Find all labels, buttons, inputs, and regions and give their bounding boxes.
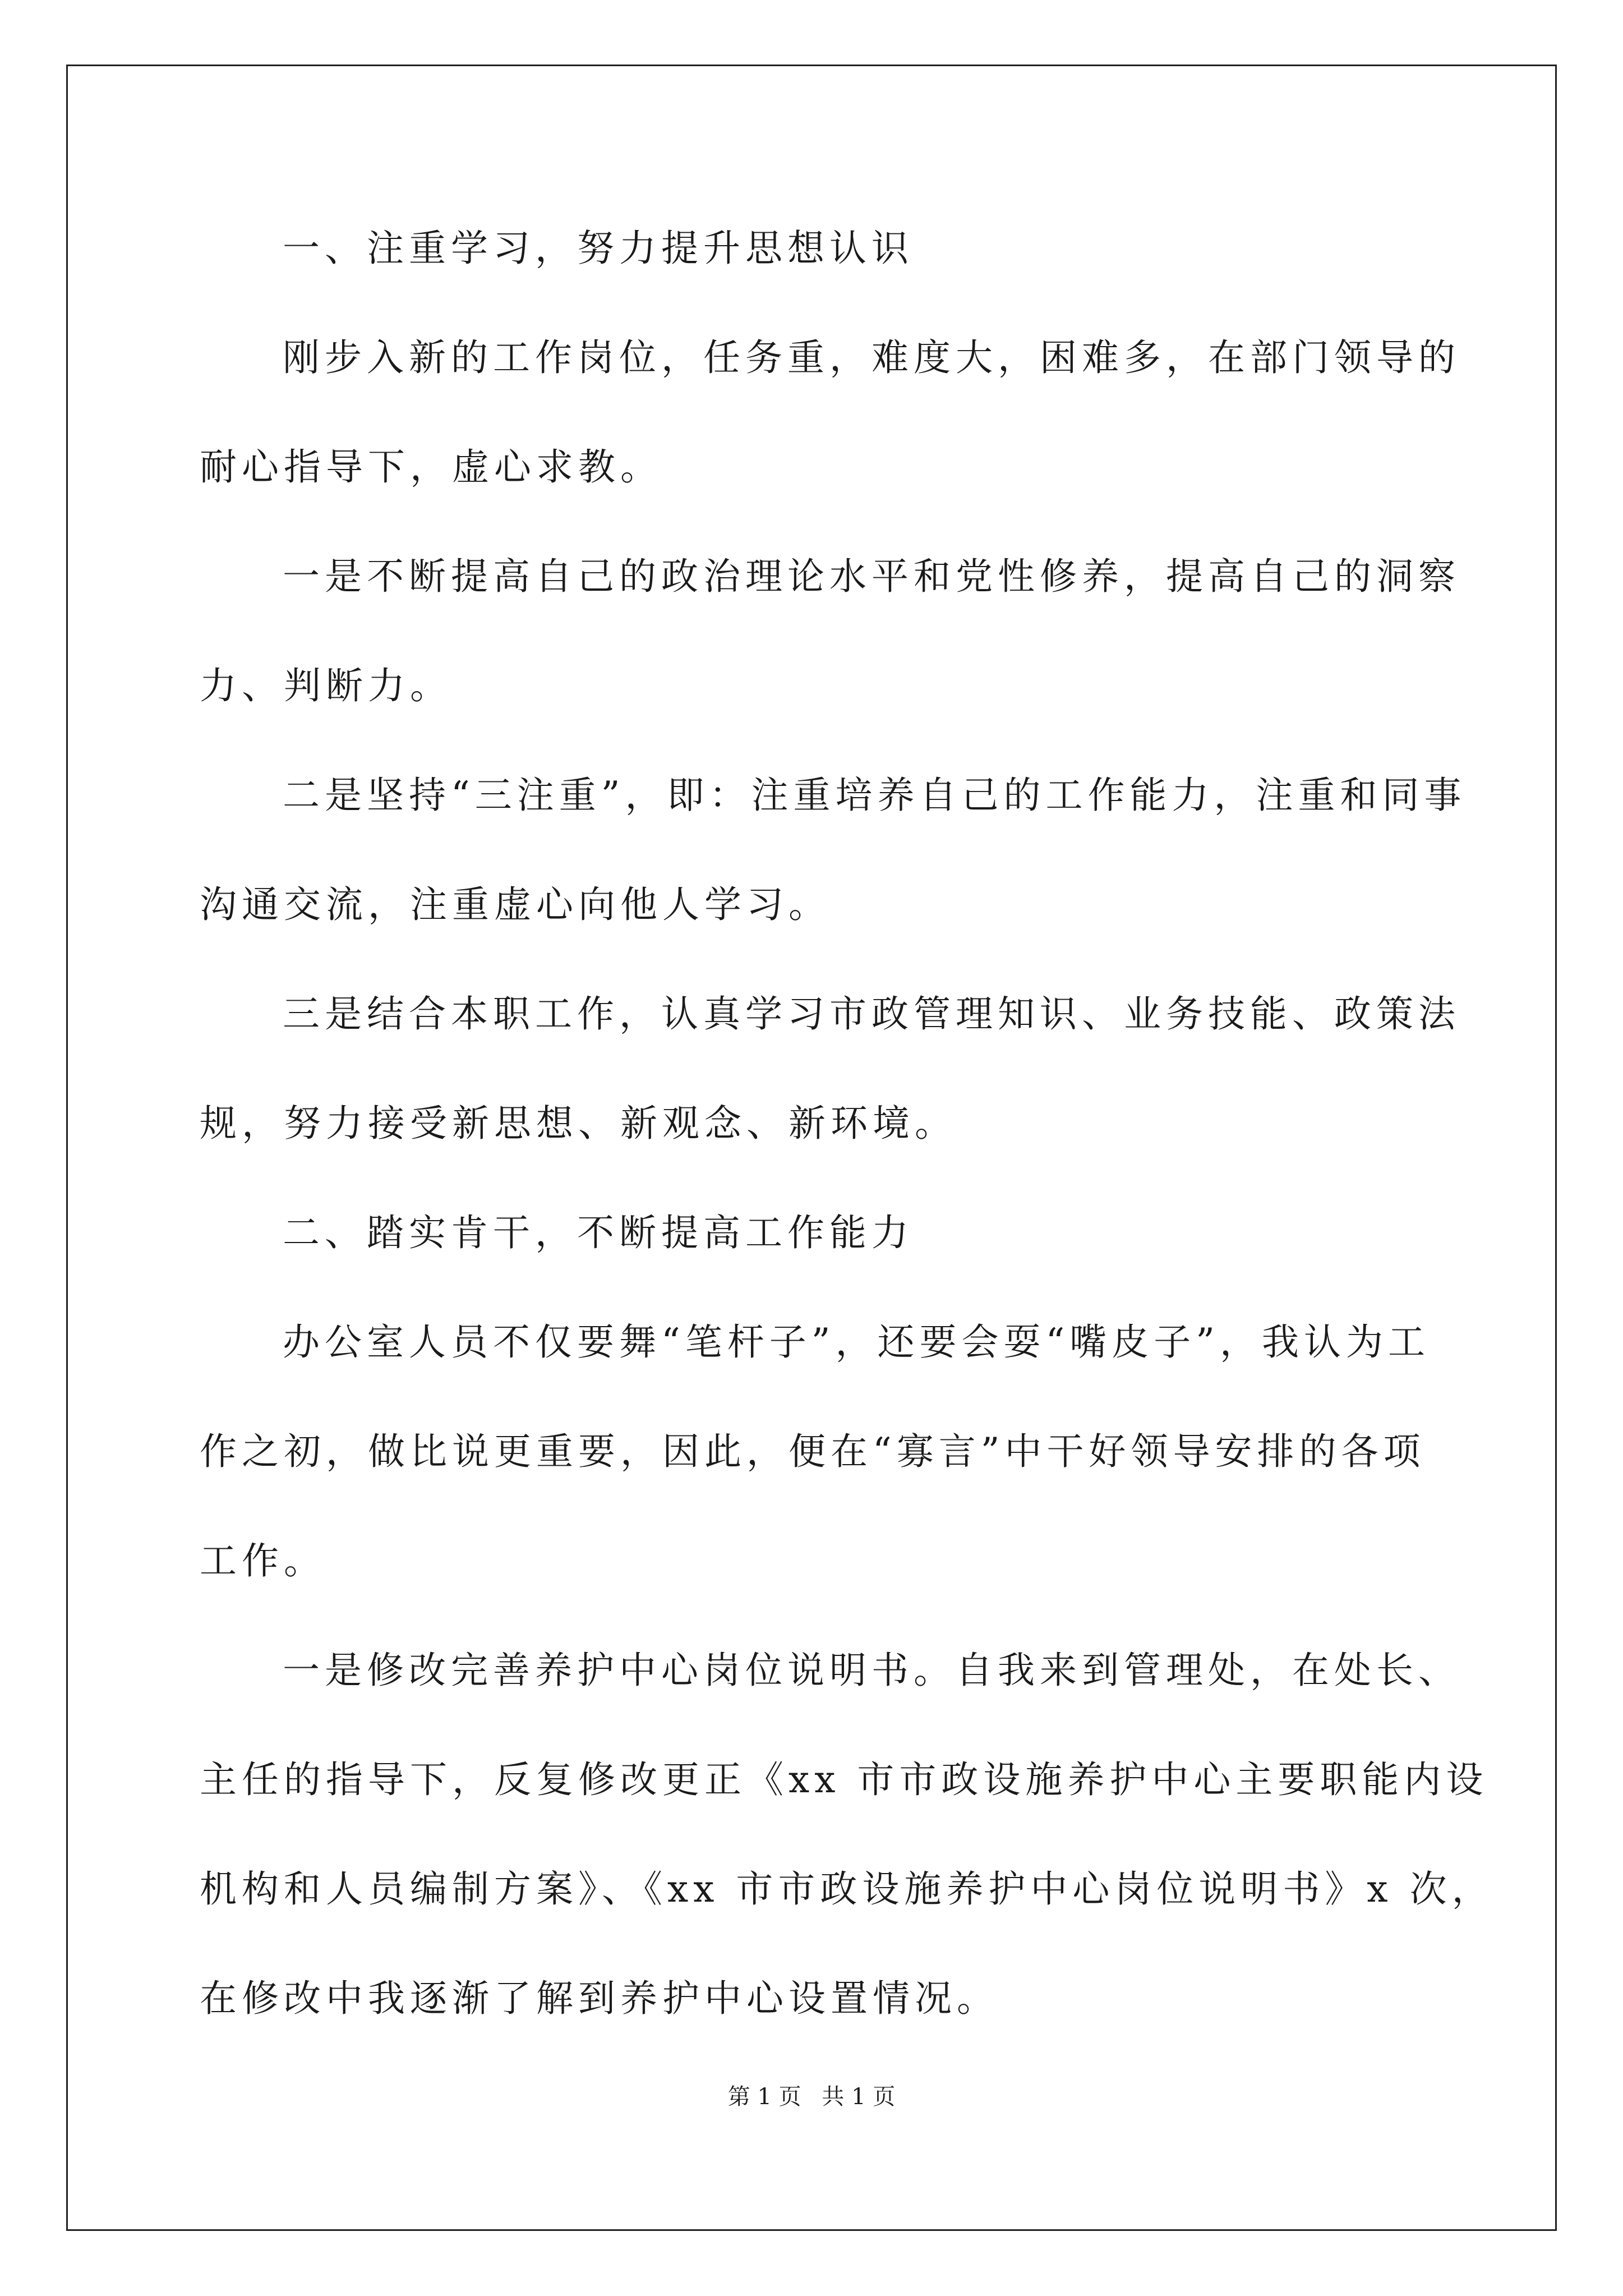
paragraph-line: 作之初，做比说更重要，因此，便在“寡言”中干好领导安排的各项 bbox=[200, 1430, 1426, 1473]
paragraph-line: 沟通交流，注重虚心向他人学习。 bbox=[200, 883, 831, 926]
page-footer bbox=[0, 2086, 1623, 2108]
paragraph-line: 工作。 bbox=[200, 1539, 326, 1582]
paragraph-line: 三是结合本职工作，认真学习市政管理知识、业务技能、政策法 bbox=[283, 992, 1460, 1036]
paragraph-line: 一是不断提高自己的政治理论水平和党性修养，提高自己的洞察 bbox=[283, 555, 1460, 598]
page-number: 第 1 页 bbox=[727, 2084, 801, 2110]
paragraph-line: 办公室人员不仅要舞“笔杆子”，还要会耍“嘴皮子”，我认为工 bbox=[283, 1320, 1430, 1364]
page-total: 共 1 页 bbox=[822, 2084, 896, 2110]
paragraph-line: 二是坚持“三注重”，即：注重培养自己的工作能力，注重和同事 bbox=[283, 774, 1467, 817]
paragraph-line: 耐心指导下，虚心求教。 bbox=[200, 445, 662, 489]
heading-section-2: 二、踏实肯干，不断提高工作能力 bbox=[283, 1211, 914, 1254]
paragraph-line: 机构和人员编制方案》、《xx 市市政设施养护中心岗位说明书》x 次， bbox=[200, 1867, 1494, 1911]
paragraph-line: 在修改中我逐渐了解到养护中心设置情况。 bbox=[200, 1977, 999, 2020]
paragraph-line: 刚步入新的工作岗位，任务重，难度大，困难多，在部门领导的 bbox=[283, 336, 1460, 379]
paragraph-line: 力、判断力。 bbox=[200, 664, 452, 707]
paragraph-line: 主任的指导下，反复修改更正《xx 市市政设施养护中心主要职能内设 bbox=[200, 1758, 1488, 1801]
paragraph-line: 规，努力接受新思想、新观念、新环境。 bbox=[200, 1102, 957, 1145]
paragraph-line: 一是修改完善养护中心岗位说明书。自我来到管理处，在处长、 bbox=[283, 1649, 1460, 1692]
heading-section-1: 一、注重学习，努力提升思想认识 bbox=[283, 227, 914, 270]
